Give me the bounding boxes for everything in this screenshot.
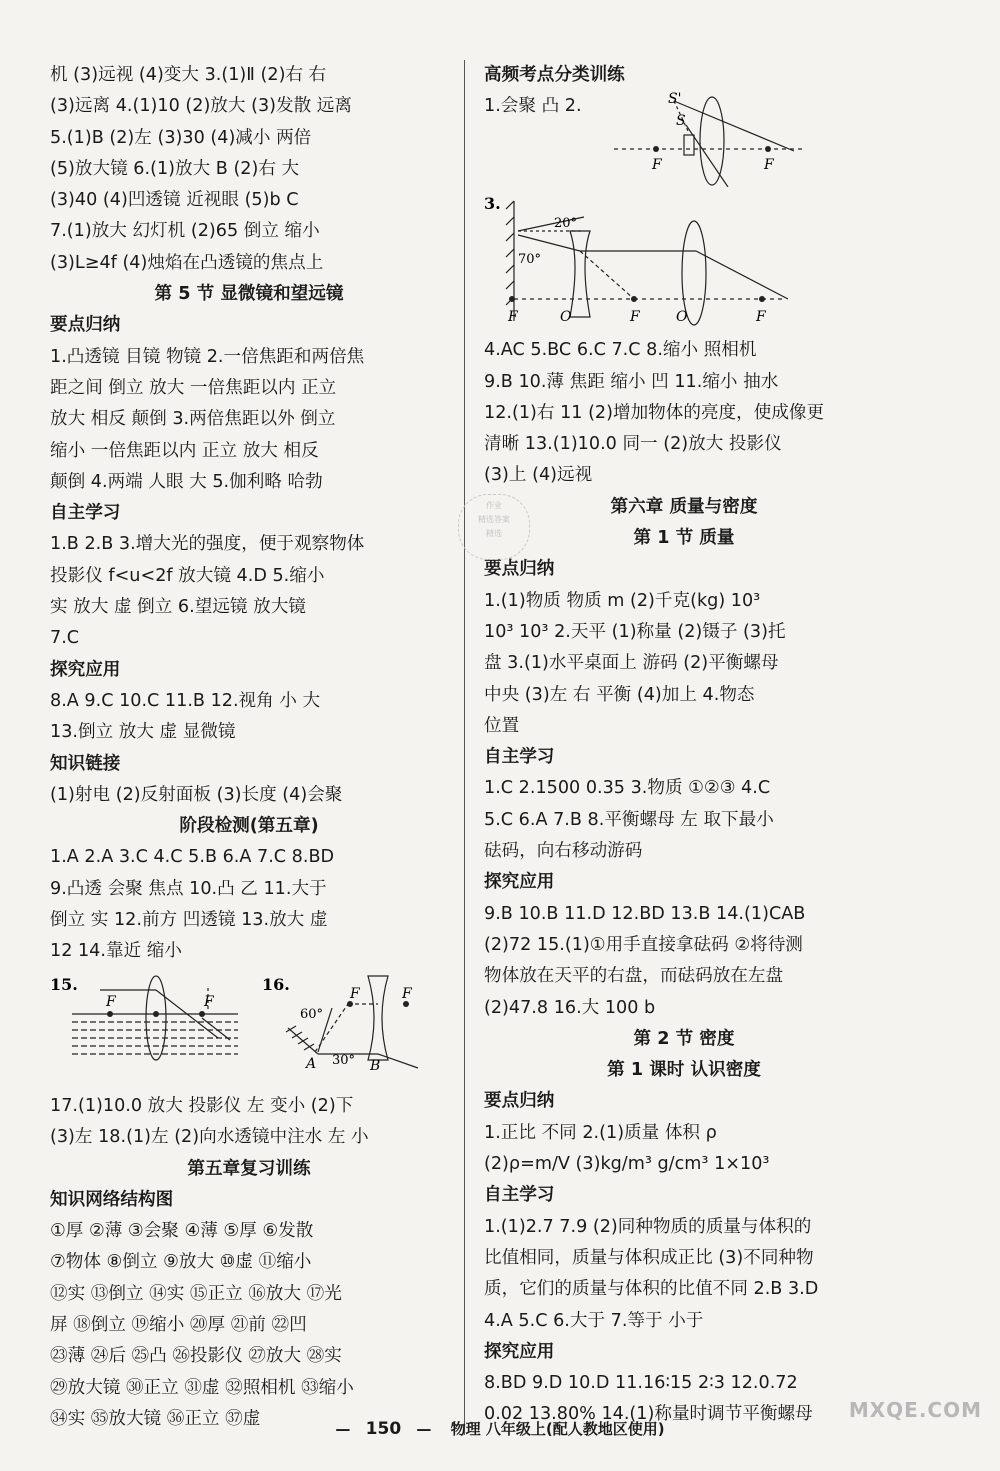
fig15-label: 15.	[50, 974, 78, 994]
angle-label: 30°	[332, 1052, 356, 1068]
focal-point-label: F	[106, 993, 116, 1010]
subsection-heading: 自主学习	[484, 747, 555, 768]
text-line: 17.(1)10.0 放大 投影仪 左 变小 (2)下	[50, 1095, 354, 1116]
text-line: 投影仪 f<u<2f 放大镜 4.D 5.缩小	[50, 565, 325, 586]
text-line: 12 14.靠近 缩小	[50, 941, 182, 962]
center-label: O	[676, 309, 688, 326]
lens-diagrams	[50, 968, 448, 1080]
focal-point-label: F	[508, 309, 518, 326]
subsection-heading: 探究应用	[484, 1341, 555, 1362]
text-line: (5)放大镜 6.(1)放大 B (2)右 大	[50, 158, 300, 179]
text-line: 1.凸透镜 目镜 物镜 2.一倍焦距和两倍焦	[50, 346, 365, 367]
text-line: 9.B 10.薄 焦距 缩小 凹 11.缩小 抽水	[484, 371, 779, 392]
text-line: (3)40 (4)凹透镜 近视眼 (5)b C	[50, 190, 299, 211]
footer-dash: —	[416, 1420, 432, 1438]
focal-point-label: F	[204, 993, 214, 1010]
subsection-heading: 自主学习	[50, 503, 121, 524]
text-line: (3)L≥4f (4)烛焰在凸透镜的焦点上	[50, 252, 324, 273]
text-line: 1.A 2.A 3.C 4.C 5.B 6.A 7.C 8.BD	[50, 847, 335, 868]
point-label: B	[370, 1057, 381, 1074]
text-line: 机 (3)远视 (4)变大 3.(1)Ⅱ (2)右 右	[50, 65, 327, 85]
text-line: 8.BD 9.D 10.D 11.16∶15 2∶3 12.0.72	[484, 1373, 798, 1394]
focal-point-label: F	[764, 157, 774, 174]
text-line: 12.(1)右 11 (2)增加物体的亮度，使成像更	[484, 402, 825, 423]
subsection-heading: 知识链接	[50, 753, 121, 774]
lens-diagram-3	[484, 187, 884, 335]
text-line: 实 放大 虚 倒立 6.望远镜 放大镜	[50, 597, 306, 618]
text-line: (3)上 (4)远视	[484, 465, 593, 486]
text-line: 缩小 一倍焦距以内 正立 放大 相反	[50, 440, 319, 461]
figure-3	[484, 187, 884, 335]
point-label: A	[306, 1055, 317, 1072]
text-line: ㉙放大镜 ㉚正立 ㉛虚 ㉜照相机 ㉝缩小	[50, 1377, 354, 1398]
text-line: 1.正比 不同 2.(1)质量 体积 ρ	[484, 1122, 717, 1143]
footer-dash: —	[335, 1420, 351, 1438]
text-line: 中央 (3)左 右 平衡 (4)加上 4.物态	[484, 684, 755, 705]
angle-label: 20°	[554, 216, 578, 232]
text-line: 13.倒立 放大 虚 显微镜	[50, 722, 236, 743]
subsection-heading: 自主学习	[484, 1185, 555, 1206]
footer-subject: 物理 八年级上(配人教地区使用)	[450, 1420, 665, 1438]
focal-point-label: F	[402, 985, 412, 1002]
column-divider	[464, 60, 465, 1435]
focal-point-label: F	[630, 309, 640, 326]
lesson-title: 第 1 课时 认识密度	[607, 1060, 761, 1081]
text-line: 7.(1)放大 幻灯机 (2)65 倒立 缩小	[50, 221, 320, 242]
text-line: 砝码，向右移动游码	[484, 841, 643, 862]
subsection-heading: 要点归纳	[484, 1091, 555, 1112]
text-line: 5.C 6.A 7.B 8.平衡螺母 左 取下最小	[484, 809, 774, 830]
section-title: 第 5 节 显微镜和望远镜	[154, 284, 344, 305]
point-label: S'	[668, 91, 682, 108]
center-label: O	[560, 309, 572, 326]
text-line: 距之间 倒立 放大 一倍焦距以内 正立	[50, 377, 337, 398]
text-line: 质，它们的质量与体积的比值不同 2.B 3.D	[484, 1279, 819, 1300]
text-line: 4.A 5.C 6.大于 7.等于 小于	[484, 1310, 704, 1331]
text-line: 倒立 实 12.前方 凹透镜 13.放大 虚	[50, 910, 328, 931]
right-column	[484, 60, 884, 1431]
text-line: ⑦物体 ⑧倒立 ⑨放大 ⑩虚 ⑪缩小	[50, 1252, 312, 1273]
text-line: 物体放在天平的右盘，而砝码放在左盘	[484, 966, 784, 987]
text-line: 4.AC 5.BC 6.C 7.C 8.缩小 照相机	[484, 340, 757, 361]
text-line: 1.(1)物质 物质 m (2)千克(kg) 10³	[484, 590, 761, 611]
fig3-label: 3.	[484, 194, 501, 214]
focal-point-label: F	[652, 157, 662, 174]
text-line: 8.A 9.C 10.C 11.B 12.视角 小 大	[50, 690, 321, 711]
focal-point-label: F	[756, 309, 766, 326]
section-title: 阶段检测(第五章)	[179, 816, 319, 837]
text-line: 位置	[484, 715, 520, 736]
stamp-seal	[458, 494, 530, 560]
text-line: 7.C	[50, 628, 80, 649]
text-line: 9.B 10.B 11.D 12.BD 13.B 14.(1)CAB	[484, 903, 806, 924]
text-line: 5.(1)B (2)左 (3)30 (4)减小 两倍	[50, 127, 312, 148]
text-line: ①厚 ②薄 ③会聚 ④薄 ⑤厚 ⑥发散	[50, 1221, 314, 1242]
subsection-heading: 探究应用	[50, 659, 121, 680]
subsection-heading: 要点归纳	[50, 315, 121, 336]
figure-2	[484, 91, 884, 187]
text-line: (2)72 15.(1)①用手直接拿砝码 ②将待测	[484, 934, 803, 955]
subsection-heading: 探究应用	[484, 872, 555, 893]
subsection-heading: 高频考点分类训练	[484, 65, 625, 85]
focal-point-label: F	[350, 985, 360, 1002]
text-line: 盘 3.(1)水平桌面上 游码 (2)平衡螺母	[484, 653, 779, 674]
stamp-text: 精选	[486, 529, 502, 538]
text-line: 1.B 2.B 3.增大光的强度，便于观察物体	[50, 534, 365, 555]
figures-15-16	[50, 968, 448, 1091]
stamp-text: 作业	[486, 501, 502, 510]
text-line: 清晰 13.(1)10.0 同一 (2)放大 投影仪	[484, 434, 782, 455]
text-line: ㉞实 ㉟放大镜 ㊱正立 ㊲虚	[50, 1408, 261, 1429]
text-line: 0.02 13.80% 14.(1)称量时调节平衡螺母	[484, 1404, 813, 1425]
subsection-heading: 知识网络结构图	[50, 1189, 174, 1210]
text-line: (2)ρ=m/V (3)kg/m³ g/cm³ 1×10³	[484, 1154, 770, 1175]
text-line: (3)远离 4.(1)10 (2)放大 (3)发散 远离	[50, 96, 352, 117]
text-line: 10³ 10³ 2.天平 (1)称量 (2)镊子 (3)托	[484, 621, 786, 642]
text-line: (1)射电 (2)反射面板 (3)长度 (4)会聚	[50, 784, 343, 805]
section-title: 第五章复习训练	[187, 1158, 311, 1179]
text-line: (3)左 18.(1)左 (2)向水透镜中注水 左 小	[50, 1127, 369, 1148]
subsection-heading: 要点归纳	[484, 559, 555, 580]
text-line: 屏 ⑱倒立 ⑲缩小 ⑳厚 ㉑前 ㉒凹	[50, 1314, 307, 1335]
text-line: ㉓薄 ㉔后 ㉕凸 ㉖投影仪 ㉗放大 ㉘实	[50, 1346, 342, 1367]
watermark: MXQE.COM	[848, 1398, 982, 1422]
fig16-label: 16.	[262, 974, 290, 994]
text-line: ⑫实 ⑬倒立 ⑭实 ⑮正立 ⑯放大 ⑰光	[50, 1283, 342, 1304]
section-title: 第 2 节 密度	[633, 1028, 735, 1049]
text-line: 1.C 2.1500 0.35 3.物质 ①②③ 4.C	[484, 778, 771, 799]
angle-label: 60°	[300, 1006, 324, 1022]
angle-label: 70°	[518, 252, 542, 268]
text-line: 9.凸透 会聚 焦点 10.凸 乙 11.大于	[50, 878, 327, 899]
text-line: (2)47.8 16.大 100 b	[484, 997, 656, 1018]
text-line: 颠倒 4.两端 人眼 大 5.伽利略 哈勃	[50, 471, 323, 492]
section-title: 第 1 节 质量	[633, 528, 735, 549]
page-number: 150	[365, 1419, 402, 1439]
text-line: 比值相同，质量与体积成正比 (3)不同种物	[484, 1247, 814, 1268]
text-line: 1.会聚 凸 2.	[484, 96, 582, 117]
text-line: 1.(1)2.7 7.9 (2)同种物质的质量与体积的	[484, 1216, 812, 1237]
left-column	[50, 60, 448, 1435]
chapter-title: 第六章 质量与密度	[610, 496, 758, 517]
stamp-text: 精选答案	[478, 515, 510, 524]
text-line: 放大 相反 颠倒 3.两倍焦距以外 倒立	[50, 409, 336, 430]
point-label: S	[676, 113, 686, 130]
